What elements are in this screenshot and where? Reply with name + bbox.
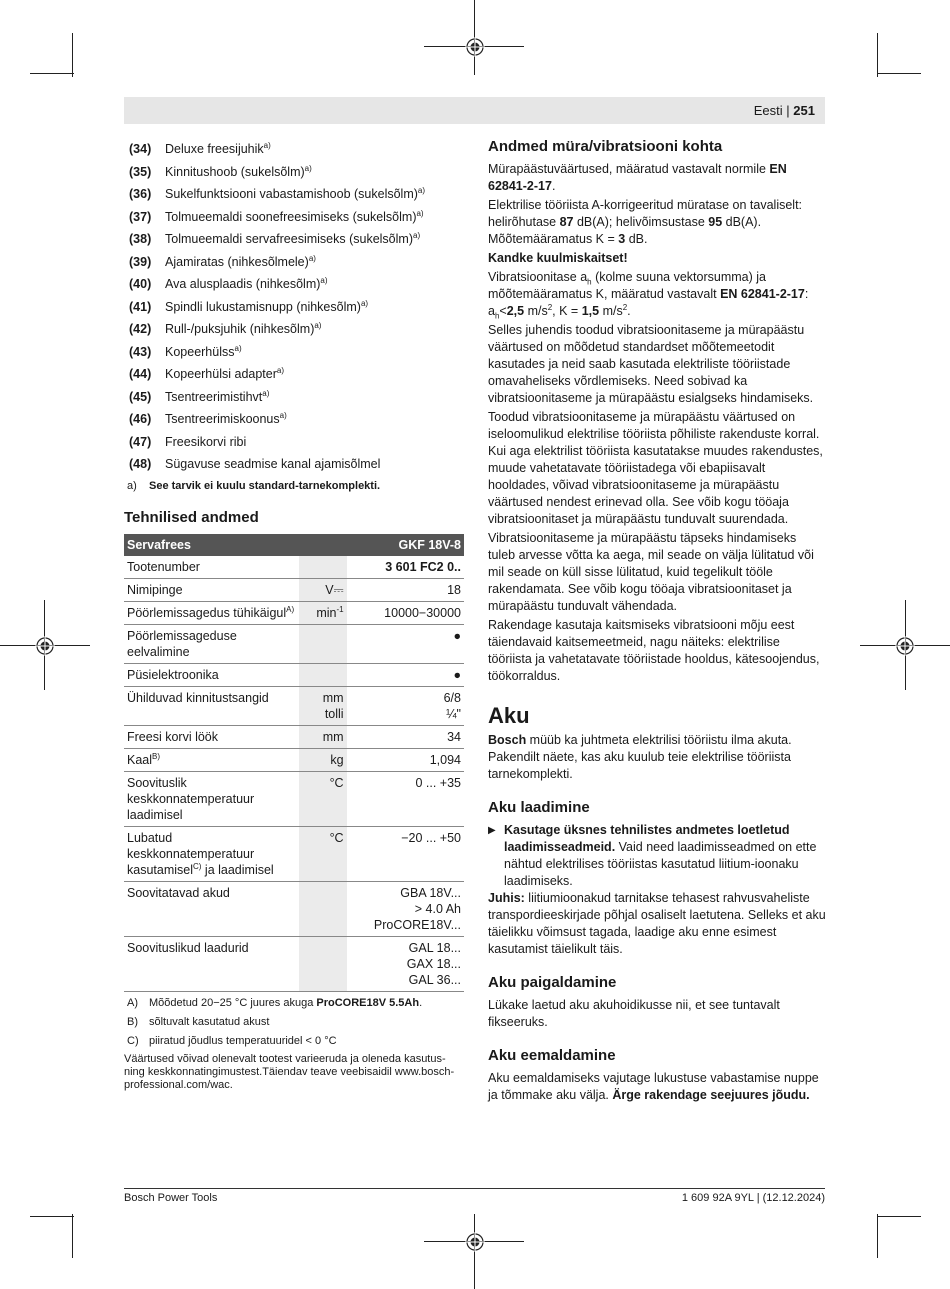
remove-para (488, 1070, 826, 1104)
crop-mark (72, 33, 73, 77)
item-footnote-ref: a) (416, 208, 424, 218)
page-number: 251 (793, 103, 815, 118)
noise-para-2-d: dB. (625, 232, 648, 246)
spec-unit-exponent: -1 (336, 604, 344, 614)
spec-label (124, 881, 299, 936)
list-item (124, 251, 464, 274)
table-row (124, 748, 464, 771)
items-footnote-text: See tarvik ei kuulu standard-tarnekomplekti. (149, 479, 381, 492)
spec-label-text: Lubatud keskkonnatemperatuur kasutamisel (127, 830, 255, 877)
registration-mark-icon (465, 1232, 485, 1252)
footer-doc-id: 1 609 92A 9YL | (12.12.2024) (681, 1192, 825, 1204)
noise-para-2-c: dB(A). Mõõtemääramatus K = (488, 215, 762, 246)
juhis-para (488, 890, 826, 958)
spec-note-key: C) (127, 1034, 139, 1047)
table-row (124, 771, 464, 826)
vib-standard: EN 62841-2-17 (720, 287, 805, 301)
item-label (165, 183, 425, 206)
item-label-text: Sügavuse seadmise kanal ajamisõlmel (165, 457, 381, 471)
registration-mark-icon (35, 636, 55, 656)
juhis-label: Juhis: (488, 891, 525, 905)
spec-value: 6/8 ¼" (347, 686, 464, 725)
item-label-text: Sukelfunktsiooni vabastamishoob (sukelsõlm) (165, 187, 418, 201)
item-label-text: Kinnitushoob (sukelsõlm) (165, 164, 305, 179)
item-label-text: Kopeerhülsi adapter (165, 367, 277, 381)
table-row (124, 936, 464, 991)
list-item (124, 228, 464, 251)
noise-para-2-b: dB(A); helivõimsustase (573, 215, 709, 229)
item-label-text: Tsentreerimiskoonus (165, 412, 280, 426)
bullet-triangle-icon: ▶ (488, 825, 496, 836)
list-item (124, 273, 464, 296)
spec-unit (299, 624, 347, 663)
list-item (124, 431, 464, 454)
crop-mark (877, 33, 878, 77)
item-footnote-ref: a) (263, 140, 271, 150)
spec-label-text: Freesi korvi löök (127, 729, 218, 744)
spec-unit-text: mm (322, 729, 344, 744)
list-item (124, 318, 464, 341)
header-separator: | (786, 103, 790, 118)
spec-unit (299, 601, 347, 624)
item-label-text: Deluxe freesijuhik (165, 142, 264, 156)
item-footnote-ref: a) (413, 230, 421, 240)
vib-colon: : (804, 287, 809, 301)
list-item (124, 408, 464, 431)
item-label (165, 273, 328, 296)
noise-para-5: Toodud vibratsioonitaseme ja mürapäästu väärtused on iseloomulikud elektrilise tööriista põhiliste rakenduste korral. Kui aga elektrilist tööriista kasutatakse muudes rakendustes, muude vahetatavate tööriistadega või ebapiisavalt hooldades, võivad vibratsioonitaseme ja mürapäästu väärtused nendest erinevad olla. See võib kogu tööaja vibratsioonitaset ja mürapäästu tunduvalt suurendada. (488, 410, 823, 526)
spec-label-text: Kaal (127, 752, 153, 767)
noise-standard: EN 62841-2-17 (488, 162, 787, 193)
item-footnote-ref: a) (417, 185, 426, 195)
spec-unit-text: °C (329, 775, 344, 790)
install-heading: Aku paigaldamine (488, 974, 617, 991)
noise-para-1: Mürapäästuväärtused, määratud vastavalt normile EN 62841-2-17. (488, 162, 787, 193)
noise-k-value: 3 (618, 232, 626, 246)
spec-label (124, 578, 299, 601)
spec-notes (124, 996, 464, 1092)
item-label-text: Freesikorvi ribi (165, 434, 247, 449)
spec-value: 1,094 (347, 748, 464, 771)
vib-unit-2: m/s (599, 304, 623, 318)
item-label-text: Tolmueemaldi soonefreesimiseks (sukelsõlm) (165, 209, 417, 224)
crop-mark (30, 1216, 74, 1217)
spec-value: ● (347, 663, 464, 686)
item-label (165, 251, 316, 274)
table-row (124, 725, 464, 748)
aku-heading: Aku (488, 703, 530, 728)
item-label (165, 453, 380, 476)
item-number: (37) (129, 209, 152, 224)
spec-label (124, 936, 299, 991)
item-number: (48) (129, 457, 152, 471)
list-item (124, 453, 464, 476)
noise-para-1-text: Mürapäästuväärtused, määratud vastavalt normile (488, 162, 770, 176)
spec-label-ref: C) (193, 861, 202, 871)
table-row (124, 881, 464, 936)
component-list (124, 138, 464, 476)
item-label (165, 228, 420, 251)
footer-brand: Bosch Power Tools (124, 1192, 218, 1204)
spec-note (124, 996, 464, 1011)
item-number: (42) (129, 322, 152, 336)
install-para: Lükake laetud aku akuhoidikusse nii, et see tuntavalt fikseeruks. (488, 998, 780, 1029)
item-label (165, 431, 246, 454)
spec-label-ref: A) (286, 604, 295, 614)
spec-label (124, 725, 299, 748)
header-language: Eesti (753, 103, 783, 118)
crop-mark (877, 1214, 878, 1258)
spec-value: 3 601 FC2 0.. (347, 556, 464, 579)
item-footnote-ref: a) (320, 275, 328, 285)
crop-mark (877, 73, 921, 74)
item-label (165, 296, 368, 319)
aku-para-text: müüb ka juhtmeta elektrilisi tööriistu ilma akuta. Pakendilt näete, kas aku kuulub teie elektrilise tööriista tarnekomplekti. (488, 733, 792, 781)
noise-pressure-value: 87 (559, 215, 574, 229)
spec-label (124, 686, 299, 725)
page-header-bar (124, 97, 825, 124)
noise-para-3: Vibratsioonitase $a_h$ (kolme suuna vektorsumma) ja mõõtemääramatus K, määratud vastavalt EN 62841-2-17: $a_h<2,5$ $m/s^2$, K = 1,5 $m/s^2$. (488, 270, 809, 321)
vib-a: a (488, 304, 495, 318)
spec-unit-text: mm tolli (322, 690, 344, 721)
noise-power-value: 95 (708, 215, 723, 229)
aku-brand: Bosch (488, 733, 527, 747)
spec-label (124, 556, 299, 579)
item-label-text: Ajamiratas (nihkesõlmele) (165, 254, 309, 269)
noise-heading: Andmed müra/vibratsiooni kohta (488, 138, 723, 155)
table-row (124, 556, 464, 579)
spec-note-paragraph: Väärtused võivad olenevalt tootest varieeruda ja oleneda kasutus-ning keskkonnatingimustest.Täiendav teave veebisaidil www.bosch-professional.com/wac. (124, 1052, 455, 1091)
spec-label-ref: B) (152, 751, 161, 761)
spec-note-text: Mõõdetud 20−25 °C juures akuga (149, 996, 317, 1009)
item-label (165, 341, 242, 364)
spec-head-value: GKF 18V-8 (347, 534, 464, 556)
item-number: (41) (129, 299, 152, 314)
vib-k: , K = (552, 304, 582, 318)
item-number: (39) (129, 254, 152, 269)
spec-unit (299, 826, 347, 881)
spec-label-text: Soovitatavad akud (127, 885, 230, 900)
list-item (124, 183, 464, 206)
item-number: (43) (129, 344, 152, 359)
item-footnote-ref: a) (262, 388, 270, 398)
juhis-text: liitiumioonakud tarnitakse tehasest rahvusvaheliste transpordieeskirjade põhjal osaliselt laetutena. Selleks et aku täielikku võimsust tagada, laadige aku enne esimest kasutamist täielikult täis. (488, 891, 826, 956)
charging-heading: Aku laadimine (488, 799, 590, 816)
crop-mark (72, 1214, 73, 1258)
item-label (165, 318, 321, 341)
table-row (124, 624, 464, 663)
spec-value: 10000−30000 (347, 601, 464, 624)
spec-label-text: Pöörlemissagedus tühikäigul (127, 605, 287, 620)
spec-value: 0 ... +35 (347, 771, 464, 826)
spec-head-label: Servafrees (124, 534, 347, 556)
item-label (165, 386, 269, 409)
vib-k-value: 1,5 (581, 304, 600, 318)
charging-bullet-bold: Kasutage üksnes tehnilistes andmetes loetletud laadimisseadmeid. (504, 823, 790, 854)
item-label-text: Spindli lukustamisnupp (nihkesõlm) (165, 299, 361, 314)
spec-unit (299, 578, 347, 601)
spec-unit (299, 936, 347, 991)
spec-value: 18 (347, 578, 464, 601)
item-number: (40) (129, 277, 152, 291)
crop-mark (30, 73, 74, 74)
item-number: (45) (129, 389, 152, 404)
spec-value: ● (347, 624, 464, 663)
hearing-warning: Kandke kuulmiskaitset! (488, 251, 628, 265)
spec-note-bold: ProCORE18V 5.5Ah (316, 996, 420, 1009)
spec-note-key: A) (127, 996, 138, 1009)
item-footnote-ref: a) (276, 365, 285, 375)
item-label (165, 408, 287, 431)
spec-unit (299, 881, 347, 936)
vib-label-a: Vibratsioonitase a (488, 270, 588, 284)
tech-heading: Tehnilised andmed (124, 508, 259, 526)
list-item (124, 341, 464, 364)
spec-note (124, 1034, 464, 1049)
items-footnote-key: a) (127, 479, 137, 492)
remove-heading: Aku eemaldamine (488, 1047, 616, 1064)
table-row (124, 578, 464, 601)
spec-label-text: Tootenumber (127, 559, 200, 574)
registration-mark-icon (465, 37, 485, 57)
spec-unit (299, 725, 347, 748)
spec-value: GBA 18V... > 4.0 Ah ProCORE18V... (347, 881, 464, 936)
noise-para-6: Vibratsioonitaseme ja mürapäästu täpseks hindamiseks tuleb arvesse võtta ka aega, mil seade on välja lülitatud või mil seade on küll sisse lülitatud, kuid tegelikult tööle rakendamata. See võib kogu tööaja vibratsioonitaset ja mürapäästu tunduvalt vähendada. (488, 531, 814, 613)
list-item (124, 161, 464, 184)
item-number: (38) (129, 232, 152, 246)
footer-rule (124, 1188, 825, 1189)
charging-bullet (488, 822, 826, 890)
item-label (165, 138, 271, 161)
spec-note-text: sõltuvalt kasutatud akust (149, 1015, 270, 1028)
table-row (124, 826, 464, 881)
spec-unit (299, 556, 347, 579)
list-item (124, 363, 464, 386)
spec-label-text: Püsielektroonika (127, 667, 219, 682)
charging-bullet-text (504, 822, 826, 890)
item-footnote-ref: a) (279, 410, 287, 420)
spec-label (124, 624, 299, 663)
noise-para-2 (488, 197, 826, 248)
spec-label-tail: ja laadimisel (201, 862, 274, 877)
spec-label-text: Nimipinge (127, 582, 183, 597)
aku-para (488, 732, 826, 783)
left-column (124, 138, 464, 1094)
item-label-text: Tolmueemaldi servafreesimiseks (sukelsõlm) (165, 232, 413, 246)
item-number: (47) (129, 434, 152, 449)
spec-unit (299, 748, 347, 771)
list-item (124, 138, 464, 161)
spec-unit-text: °C (329, 830, 344, 845)
spec-label-text: Pöörlemissageduse eelvalimine (127, 628, 237, 659)
vib-text: (kolme suuna vektorsumma) ja mõõtemääramatus K, määratud vastavalt (488, 270, 766, 301)
item-footnote-ref: a) (308, 253, 316, 263)
noise-para-4: Selles juhendis toodud vibratsioonitaseme ja mürapäästu väärtused on mõõdetud standardset mõõtemeetodit kasutades ja neid saab kasutada elektriliste tööriistade omavaheliseks võrdlemiseks. Need sobivad ka vibratsioonitaseme ja mürapäästu esialgseks hindamiseks. (488, 323, 814, 405)
item-number: (46) (129, 412, 152, 426)
items-footnote (124, 478, 464, 494)
list-item (124, 206, 464, 229)
item-number: (34) (129, 142, 152, 156)
item-footnote-ref: a) (314, 320, 322, 330)
spec-label-text: Ühilduvad kinnitustsangid (127, 690, 269, 705)
item-number: (36) (129, 187, 152, 201)
item-label (165, 363, 284, 386)
item-footnote-ref: a) (304, 163, 312, 173)
item-label-text: Ava alusplaadis (nihkesõlm) (165, 277, 321, 291)
spec-label (124, 748, 299, 771)
vib-unit: m/s (524, 304, 548, 318)
page-header (754, 103, 815, 118)
spec-note-text: piiratud jõudlus temperatuuridel < 0 °C (149, 1034, 337, 1047)
vib-sub-h-2: h (494, 311, 500, 321)
list-item (124, 296, 464, 319)
remove-text: Aku eemaldamiseks vajutage lukustuse vabastamise nuppe ja tõmmake aku välja. (488, 1071, 819, 1102)
registration-mark-icon (895, 636, 915, 656)
spec-unit-text: kg (330, 752, 344, 767)
spec-table (124, 534, 464, 992)
spec-unit (299, 771, 347, 826)
spec-note (124, 1015, 464, 1030)
vib-sub-h: h (587, 277, 592, 287)
spec-unit (299, 663, 347, 686)
charging-bullet-rest: Vaid need laadimisseadmed on ette nähtud elektrilises tööriistas kasutatud liitium-ioonaku laadimiseks. (504, 840, 817, 888)
right-column (488, 138, 826, 1106)
item-label-text: Tsentreerimistihvt (165, 389, 263, 404)
spec-value: −20 ... +50 (347, 826, 464, 881)
vib-value: 2,5 (506, 304, 525, 318)
spec-label (124, 826, 299, 881)
spec-label-text: Soovituslikud laadurid (127, 940, 249, 955)
spec-note-key: B) (127, 1015, 138, 1028)
spec-label (124, 771, 299, 826)
spec-label-text: Soovituslik keskkonnatemperatuur laadimisel (127, 775, 255, 822)
table-row (124, 601, 464, 624)
table-row (124, 686, 464, 725)
item-number: (44) (129, 367, 152, 381)
list-item (124, 386, 464, 409)
vib-lt: < (499, 304, 507, 318)
crop-mark (877, 1216, 921, 1217)
spec-label (124, 663, 299, 686)
spec-unit (299, 686, 347, 725)
spec-table-header (124, 534, 464, 556)
noise-para-7: Rakendage kasutaja kaitsmiseks vibratsiooni mõju eest täiendavaid kaitsemeetmeid, nagu näiteks: elektrilise tööriista ja vahetatavate tööriistade hooldus, kätesoojendus, töökorraldus. (488, 618, 820, 683)
spec-label (124, 601, 299, 624)
item-number: (35) (129, 164, 152, 179)
spec-note-tail: . (419, 996, 423, 1009)
spec-unit-text: min (316, 605, 337, 620)
item-label-text: Kopeerhülss (165, 344, 235, 359)
item-footnote-ref: a) (234, 343, 242, 353)
table-row (124, 663, 464, 686)
spec-unit-text: V⎓ (325, 582, 344, 597)
item-label (165, 161, 312, 184)
noise-para-2-a: Elektrilise tööriista A-korrigeeritud müratase on tavaliselt: helirõhutase (488, 198, 803, 229)
spec-value: 34 (347, 725, 464, 748)
remove-warning: Ärge rakendage seejuures jõudu. (612, 1088, 810, 1102)
item-label (165, 206, 424, 229)
spec-value: GAL 18... GAX 18... GAL 36... (347, 936, 464, 991)
item-label-text: Rull-/puksjuhik (nihkesõlm) (165, 322, 315, 336)
item-footnote-ref: a) (360, 298, 369, 308)
